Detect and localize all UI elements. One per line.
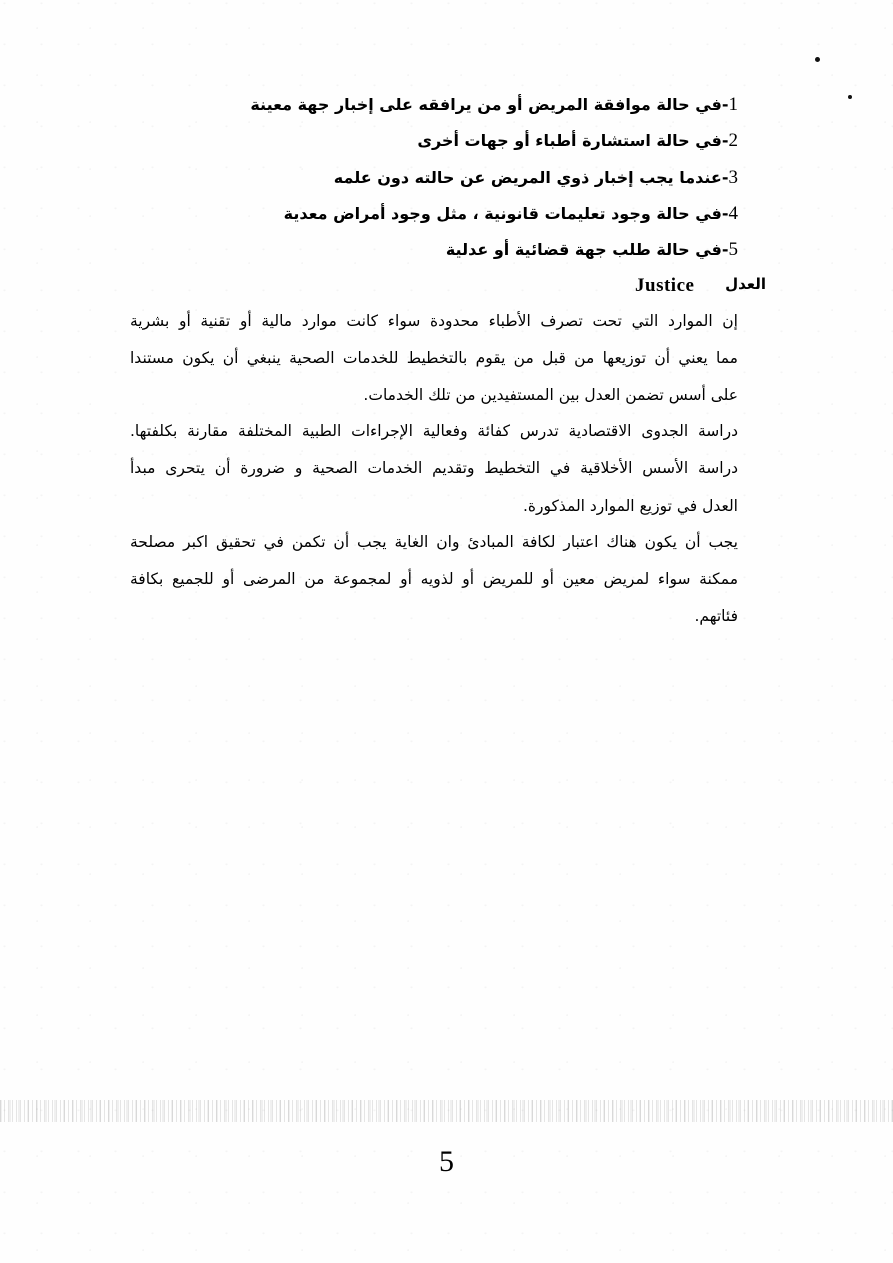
list-item	[446, 240, 738, 260]
list-item	[334, 168, 738, 188]
list-item-number: 3	[728, 167, 738, 188]
list-item	[250, 95, 738, 115]
list-item-number: 1	[728, 94, 738, 115]
list-item	[417, 131, 738, 151]
paragraph-line: ممكنة سواء لمريض معين أو للمريض أو لذويه أو لمجموعة من المرضى أو للجميع بكافة	[130, 570, 738, 588]
scan-speck	[815, 57, 820, 62]
paragraph-line: إن الموارد التي تحت تصرف الأطباء محدودة سواء كانت موارد مالية أو تقنية أو بشرية	[130, 312, 738, 330]
list-item-text: -في حالة وجود تعليمات قانونية ، مثل وجود أمراض معدية	[283, 204, 729, 223]
list-item-text: -في حالة استشارة أطباء أو جهات أخرى	[417, 131, 729, 150]
paragraph-line: دراسة الأسس الأخلاقية في التخطيط وتقديم الخدمات الصحية و ضرورة أن يتحرى مبدأ	[130, 459, 738, 477]
page-number: 5	[439, 1145, 454, 1178]
paragraph-line: فئاتهم.	[694, 607, 738, 625]
list-item	[284, 204, 738, 224]
paragraph-line: دراسة الجدوى الاقتصادية تدرس كفائة وفعالية الإجراءات الطبية المختلفة مقارنة بكلفتها.	[130, 422, 738, 440]
paragraph-line: على أسس تضمن العدل بين المستفيدين من تلك الخدمات.	[363, 386, 738, 404]
list-item-number: 4	[728, 203, 738, 224]
list-item-number: 5	[728, 239, 738, 260]
paragraph-line: مما يعني أن توزيعها من قبل من يقوم بالتخطيط للخدمات الصحية ينبغي أن يكون مستندا	[130, 349, 738, 367]
section-heading-arabic: العدل	[725, 275, 766, 293]
paragraph-line: العدل في توزيع الموارد المذكورة.	[522, 497, 738, 515]
paragraph-line: يجب أن يكون هناك اعتبار لكافة المبادئ وان الغاية يجب أن تكمن في تحقيق اكبر مصلحة	[130, 533, 738, 551]
scan-noise-band	[0, 1100, 893, 1122]
scan-speck	[848, 95, 852, 99]
list-item-number: 2	[728, 130, 738, 151]
list-item-text: -في حالة طلب جهة قضائية أو عدلية	[445, 240, 729, 259]
list-item-text: -في حالة موافقة المريض أو من يرافقه على إخبار جهة معينة	[250, 95, 729, 114]
list-item-text: -عندما يجب إخبار ذوي المريض عن حالته دون علمه	[333, 168, 729, 187]
section-heading-english: Justice	[635, 275, 695, 296]
